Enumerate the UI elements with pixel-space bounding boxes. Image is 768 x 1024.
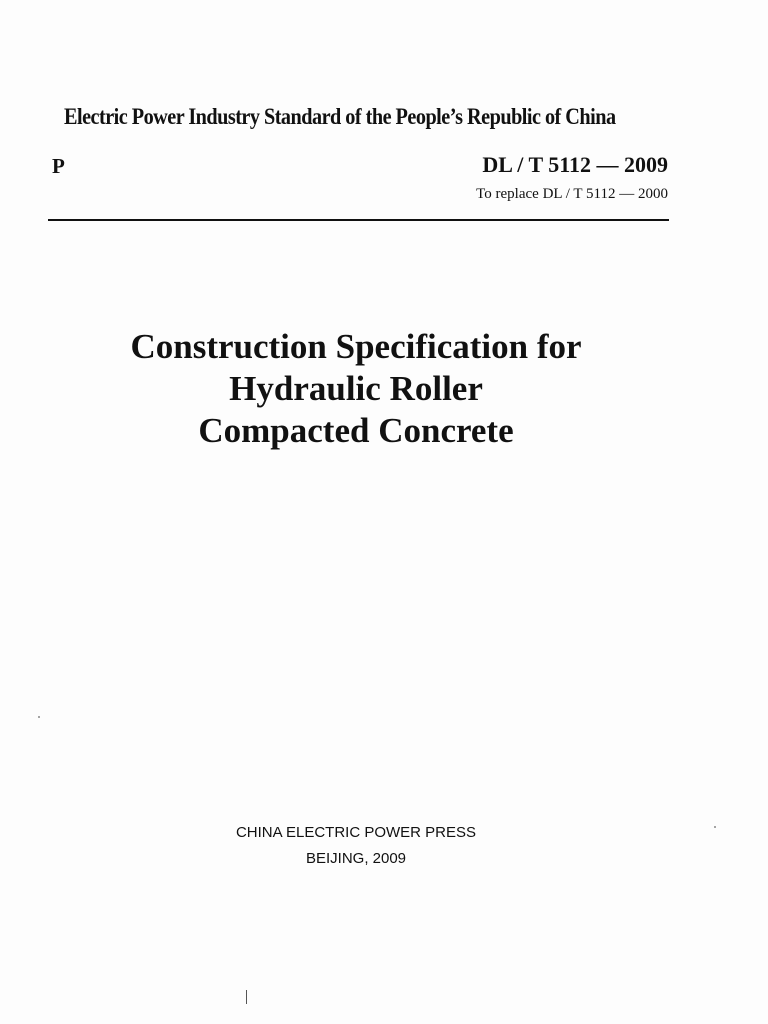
scan-speck [714, 826, 716, 828]
title-line-2: Hydraulic Roller [229, 369, 483, 408]
publisher-place-year: BEIJING, 2009 [305, 850, 407, 867]
title-line-3: Compacted Concrete [198, 411, 514, 450]
header-divider [48, 219, 669, 221]
replaces-standard: To replace DL / T 5112 — 2000 [476, 186, 668, 202]
document-title [40, 326, 672, 452]
standard-header-line: Electric Power Industry Standard of the People’s Republic of China [64, 104, 616, 129]
scan-speck [38, 716, 40, 718]
scan-artifact [246, 990, 247, 1004]
publisher-block [170, 820, 542, 872]
standard-number: DL / T 5112 — 2009 [482, 152, 668, 177]
classification-code: P [52, 154, 65, 178]
publisher-name: CHINA ELECTRIC POWER PRESS [235, 824, 477, 841]
title-line-1: Construction Specification for [130, 327, 582, 366]
